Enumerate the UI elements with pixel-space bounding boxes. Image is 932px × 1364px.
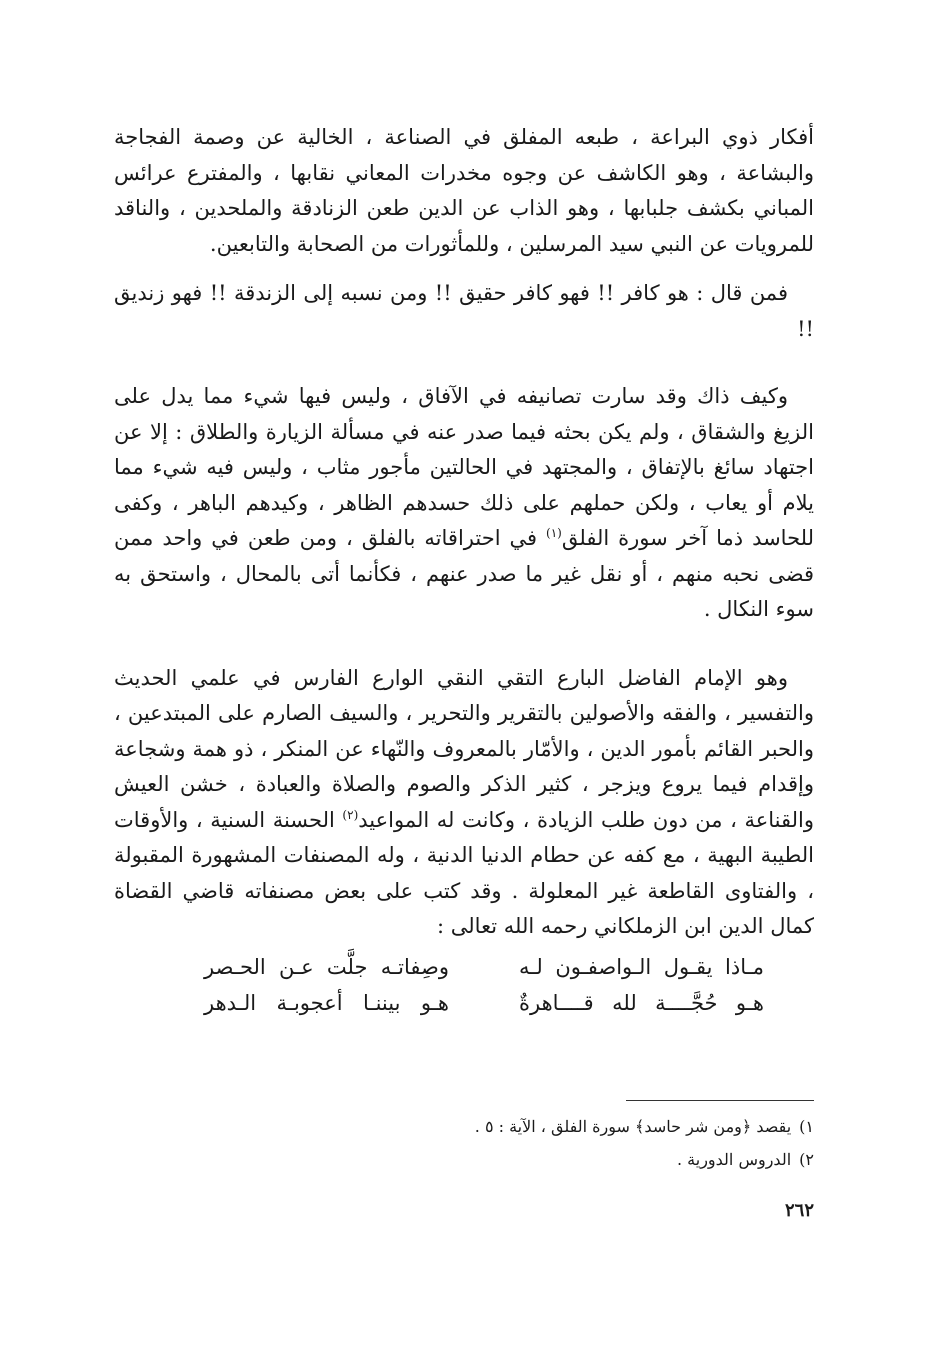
verse-2-second-hemistich: هـو بيننـا أعجوبـة الـدهر [204, 990, 449, 1015]
verse-1 [204, 949, 764, 985]
paragraph-1-text: أفكار ذوي البراعة ، طبعه المفلق في الصناعة ، الخالية عن وصمة الفجاجة والبشاعة ، وهو الكاشف عن وجوه مخدرات المعاني نقابها ، والمفترع عرائس المباني بكشف جلبابها ، وهو الذاب عن الدين طعن الزنادقة والملحدين ، والناقد للمرويات عن النبي سيد المرسلين ، وللمأثورات من الصحابة والتابعين. [114, 125, 814, 256]
paragraph-4-text-b: الحسنة السنية ، والأوقات الطيبة البهية ، مع كفه عن حطام الدنيا الدنية ، وله المصنفات المشهورة المقبولة ، والفتاوى القاطعة غير المعلولة . وقد كتب على بعض مصنفاته قاضي القضاة كمال الدين ابن الزملكاني رحمه الله تعالى : [114, 807, 814, 938]
footnote-divider [626, 1100, 814, 1101]
footnote-ref-1: (١) [546, 526, 562, 540]
footnotes [114, 1113, 814, 1179]
footnote-2-text: الدروس الدورية . [676, 1150, 792, 1169]
paragraph-4-text-a: وهو الإمام الفاضل البارع التقي النقي الوارع الفارس في علمي الحديث والتفسير ، والفقه والأصولين بالتقرير والتحرير ، والسيف الصارم على المبتدعين ، والحبر القائم بأمور الدين ، والأمّار بالمعروف والنّهاء عن المنكر ، ذو همة وشجاعة وإقدام فيما يروع ويزجر ، كثير الذكر والصوم والصلاة والعبادة ، خشن العيش والقناعة ، من دون طلب الزيادة ، وكانت له المواعيد [114, 665, 815, 832]
verse-1-first-hemistich: مـاذا يقـول الـواصفـون لـه [519, 954, 764, 979]
footnote-1-text: يقصد ﴿ومن شر حاسد﴾ سورة الفلق ، الآية : ٥ . [474, 1117, 792, 1136]
verse-1-second-hemistich: وصِفاتـه جلَّت عـن الحـصر [204, 954, 449, 979]
paragraph-4 [114, 661, 814, 945]
footnote-1 [114, 1113, 814, 1141]
footnote-ref-2: (٢) [342, 807, 359, 822]
verse-2-first-hemistich: هـو حُجَّــــة لله قــــاهرةٌ [519, 990, 764, 1015]
footnote-2 [114, 1146, 814, 1174]
paragraph-2-text: فمن قال : هو كافر !! فهو كافر حقيق !! ومن نسبه إلى الزندقة !! فهو زنديق !! [114, 281, 814, 341]
verse-2 [204, 985, 764, 1021]
paragraph-2 [114, 276, 814, 347]
footnote-1-number: ١) [799, 1117, 814, 1136]
paragraph-1 [114, 120, 814, 262]
footnote-2-number: ٢) [799, 1150, 814, 1169]
paragraph-3 [114, 379, 814, 628]
paragraph-3-text-b: في احتراقاته بالفلق ، ومن طعن في واحد ممن قضى نحبه منهم ، أو نقل غير ما صدر عنهم ، فكأنما أتى بالمحال ، واستحق به سوء النكال . [114, 526, 814, 621]
paragraph-3-text-a: وكيف ذاك وقد سارت تصانيفه في الآفاق ، وليس فيها شيء مما يدل على الزيغ والشقاق ، ولم يكن بحثه فيما صدر عنه في مسألة الزيارة والطلاق : إلا عن اجتهاد سائغ بالإتفاق ، والمجتهد في الحالتين مأجور مثاب ، وليس فيه شيء مما يلام أو يعاب ، ولكن حملهم على ذلك حسدهم الظاهر ، وكيدهم الباهر ، وكفى للحاسد ذما آخر سورة الفلق [114, 384, 814, 550]
page-body [114, 120, 814, 1021]
poem [204, 949, 764, 1021]
page-number: ٢٦٢ [784, 1200, 814, 1221]
